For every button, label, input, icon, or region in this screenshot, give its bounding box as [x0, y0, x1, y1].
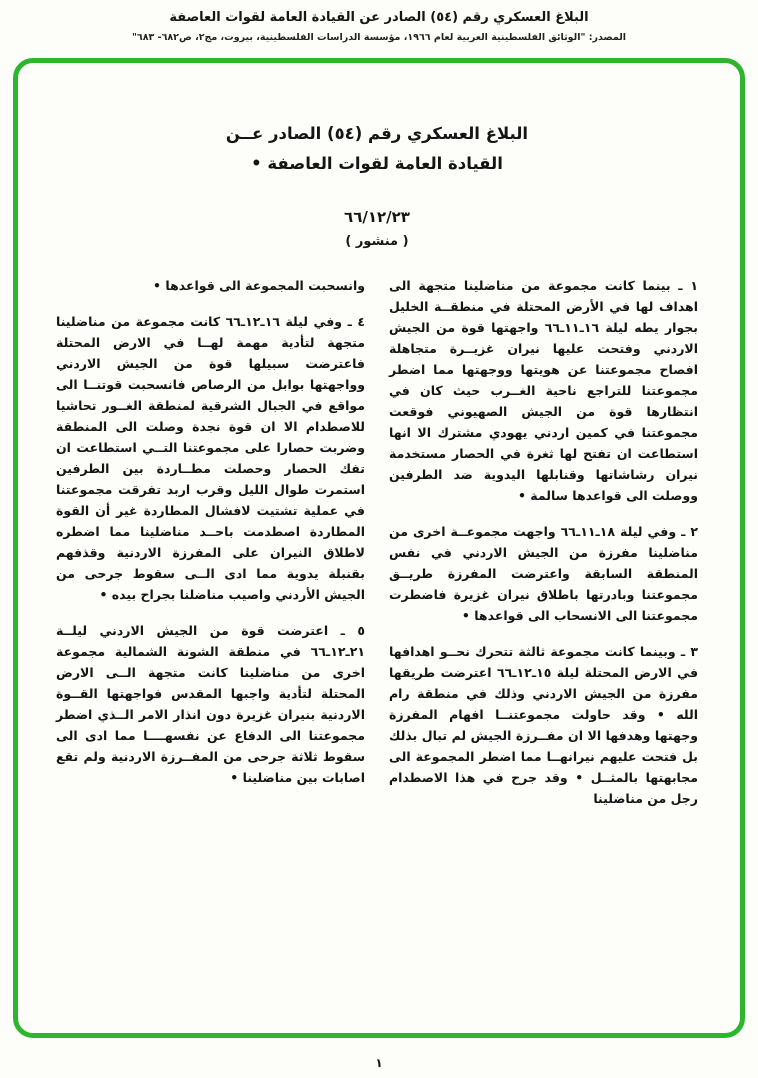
paragraph: ٢ ـ وفي ليلة ١٨ـ١١ـ٦٦ واجهت مجموعــة اخرى من مناضلينا مفرزة من الجيش الاردني في نفس المنطقة السابقة واعترضت المفرزة طريــق مجموعتنا وبادرتها باطلاق نيران غزيرة فاضطرت مجموعتنا الى الانسحاب الى قواعدها •: [389, 524, 698, 624]
document-header: [0, 10, 758, 43]
paragraph: ٥ ـ اعترضت قوة من الجيش الاردني ليلــة ٢١ـ١٢ـ٦٦ في منطقة الشونة الشمالية مجموعة اخرى من مناضلينا كانت متجهة الــى الارض المحتلة لتأدية واجبها المقدس فواجهتها القــوة الاردنية بنيران غزيرة دون انذار الامر الــذي اضطر مجموعتنا الى الدفاع عن نفسهــــا مما ادى الى سقوط ثلاثة جرحى من المفــرزة الاردنية ولم تقع اصابات بين مناضلينا •: [56, 623, 365, 786]
paragraph: ٤ ـ وفي ليلة ١٦ـ١٢ـ٦٦ كانت مجموعة من مناضلينا متجهة لتأدية مهمة لهــا في الارض المحتلة فاعترضت سبيلها قوة من الجيش الاردني وواجهتها بوابل من الرصاص فانسحبت قوتنــا الى مواقع في الجبال الشرقية لمنطقة الغــور تحاشيا للاصطدام الا ان قوة نجدة وصلت الى المنطقة وضربت حصارا على مجموعتنا التــي استطاعت ان تفك الحصار وحصلت مطــاردة بين الطرفين استمرت طوال الليل وقرب اربد تفرقت مجموعتنا في عملية تشتيت لافشال المطاردة غير أن القوة المطاردة اصطدمت باحــد مناضلينا مما اضطره لاطلاق النيران على المفرزة الاردنية وقذفهم بقنبلة يدوية مما ادى الــى سقوط جرحى من الجيش الأردني واصيب مناضلنا بجراح بيده •: [56, 314, 365, 603]
document-green-frame: [13, 58, 745, 1038]
two-column-body: [56, 275, 698, 824]
document-title-line1: البلاغ العسكري رقم (٥٤) الصادر عــن: [225, 124, 529, 143]
right-column: [389, 275, 698, 824]
document-title-line2: القيادة العامة لقوات العاصفة •: [251, 153, 503, 173]
document-title: [56, 119, 698, 178]
paragraph: ١ ـ بينما كانت مجموعة من مناضلينا متجهة الى اهداف لها في الأرض المحتلة في منطقــة الخليل بجوار يطه ليلة ١٦ـ١١ـ٦٦ واجهتها قوة من الجيش الاردني وفتحت عليها نيران غزيــرة متجاهلة افصاح مجموعتنا عن هويتها ووجهتها مما اضطر مجموعتنا للتراجع ناحية الغــرب حيث كان في انتظارها قوة من الجيش الصهيوني فوقعت مجموعتنا في كمين اردني يهودي مشترك الا انها استطاعت ان تفتح لها ثغرة في الحصار مستخدمة نيران رشاشاتها وقنابلها اليدوية ضد الطرفين ووصلت الى قواعدها سالمة •: [389, 278, 698, 504]
header-source-citation: المصدر: "الوثائق الفلسطينية العربية لعام ١٩٦٦، مؤسسة الدراسات الفلسطينية، بيروت، مج٢، ص٦٨٢- ٦٨٣": [131, 32, 627, 43]
header-title: البلاغ العسكري رقم (٥٤) الصادر عن القيادة العامة لقوات العاصفة: [169, 10, 589, 25]
page-number: ١: [375, 1056, 383, 1070]
paragraph: وانسحبت المجموعة الى قواعدها •: [153, 278, 365, 294]
publication-status-label: ( منشور ): [345, 234, 409, 250]
document-date: ٦٦/١٢/٢٣: [344, 208, 410, 227]
left-column: [56, 275, 365, 824]
paragraph: ٣ ـ وبينما كانت مجموعة ثالثة تتحرك نحــو اهدافها في الارض المحتلة ليلة ١٥ـ١٢ـ٦٦ اعترضت طريقها مفرزة من الجيش الاردني وذلك في منطقة رام الله • وقد حاولت مجموعتنــا افهام المفرزة وجهتها وهدفها الا ان مفــرزة الجيش لم تبال بذلك بل فتحت عليهم نيرانهــا مما اضطر المجموعة الى مجابهتها بالمثــل • وقد جرح في هذا الاصطدام رجل من مناضلينا: [389, 644, 699, 807]
